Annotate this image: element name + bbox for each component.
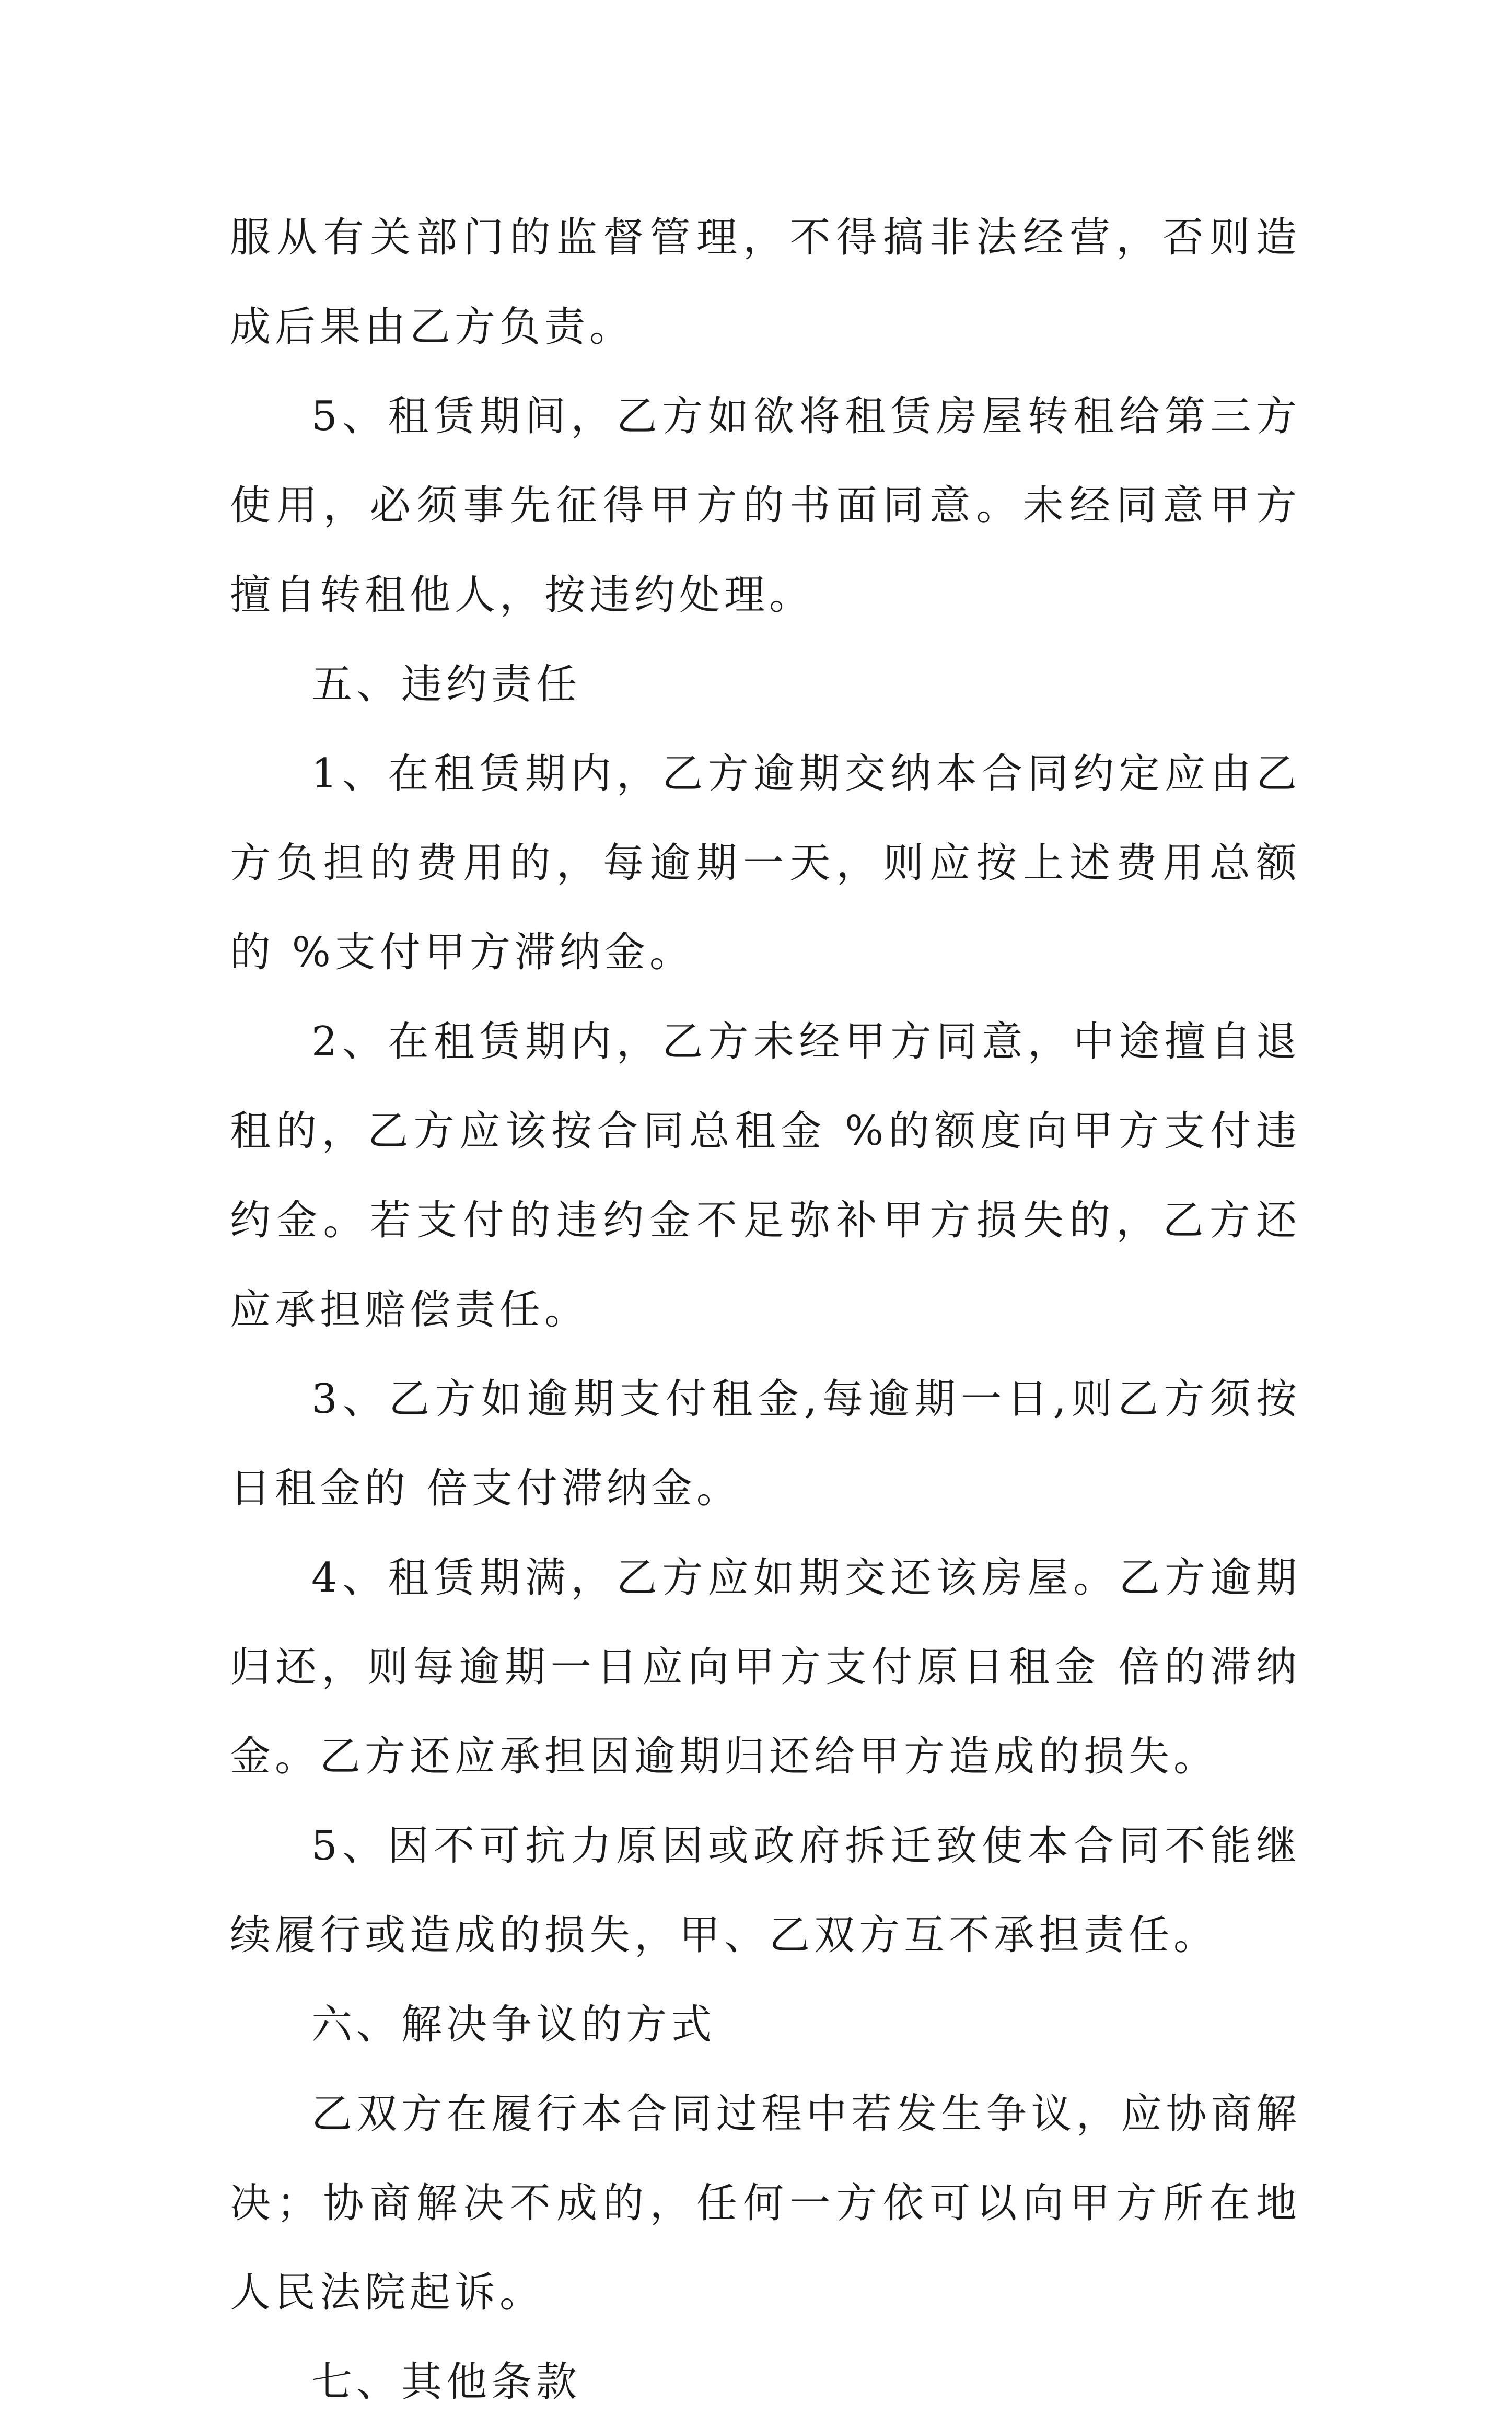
paragraph-clause-5-4: 4、租赁期满，乙方应如期交还该房屋。乙方逾期归还，则每逾期一日应向甲方支付原日租金 倍的滞纳金。乙方还应承担因逾期归还给甲方造成的损失。: [230, 1554, 1301, 1780]
paragraph-clause-5-1: 1、在租赁期内，乙方逾期交纳本合同约定应由乙方负担的费用的，每逾期一天，则应按上述费用总额的 %支付甲方滞纳金。: [230, 750, 1301, 976]
paragraph-clause-5-2: 2、在租赁期内，乙方未经甲方同意，中途擅自退租的，乙方应该按合同总租金 %的额度向甲方支付违约金。若支付的违约金不足弥补甲方损失的，乙方还应承担赔偿责任。: [230, 1018, 1301, 1333]
paragraph-continuation: 服从有关部门的监督管理，不得搞非法经营，否则造成后果由乙方负责。: [230, 214, 1301, 351]
section-heading-other-terms: 七、其他条款: [311, 2359, 581, 2406]
section-heading-disputes: 六、解决争议的方式: [311, 2001, 716, 2048]
paragraph-disputes: 乙双方在履行本合同过程中若发生争议，应协商解决；协商解决不成的，任何一方依可以向甲方所在地人民法院起诉。: [230, 2091, 1301, 2316]
paragraph-clause-5-5: 5、因不可抗力原因或政府拆迁致使本合同不能继续履行或造成的损失，甲、乙双方互不承担责任。: [230, 1822, 1301, 1959]
paragraph-clause-5-3: 3、乙方如逾期支付租金,每逾期一日,则乙方须按日租金的 倍支付滞纳金。: [230, 1376, 1301, 1512]
section-heading-breach: 五、违约责任: [311, 661, 581, 708]
document-page: [230, 193, 1301, 2427]
paragraph-clause-4-5: 5、租赁期间，乙方如欲将租赁房屋转租给第三方使用，必须事先征得甲方的书面同意。未经同意甲方擅自转租他人，按违约处理。: [230, 393, 1301, 619]
